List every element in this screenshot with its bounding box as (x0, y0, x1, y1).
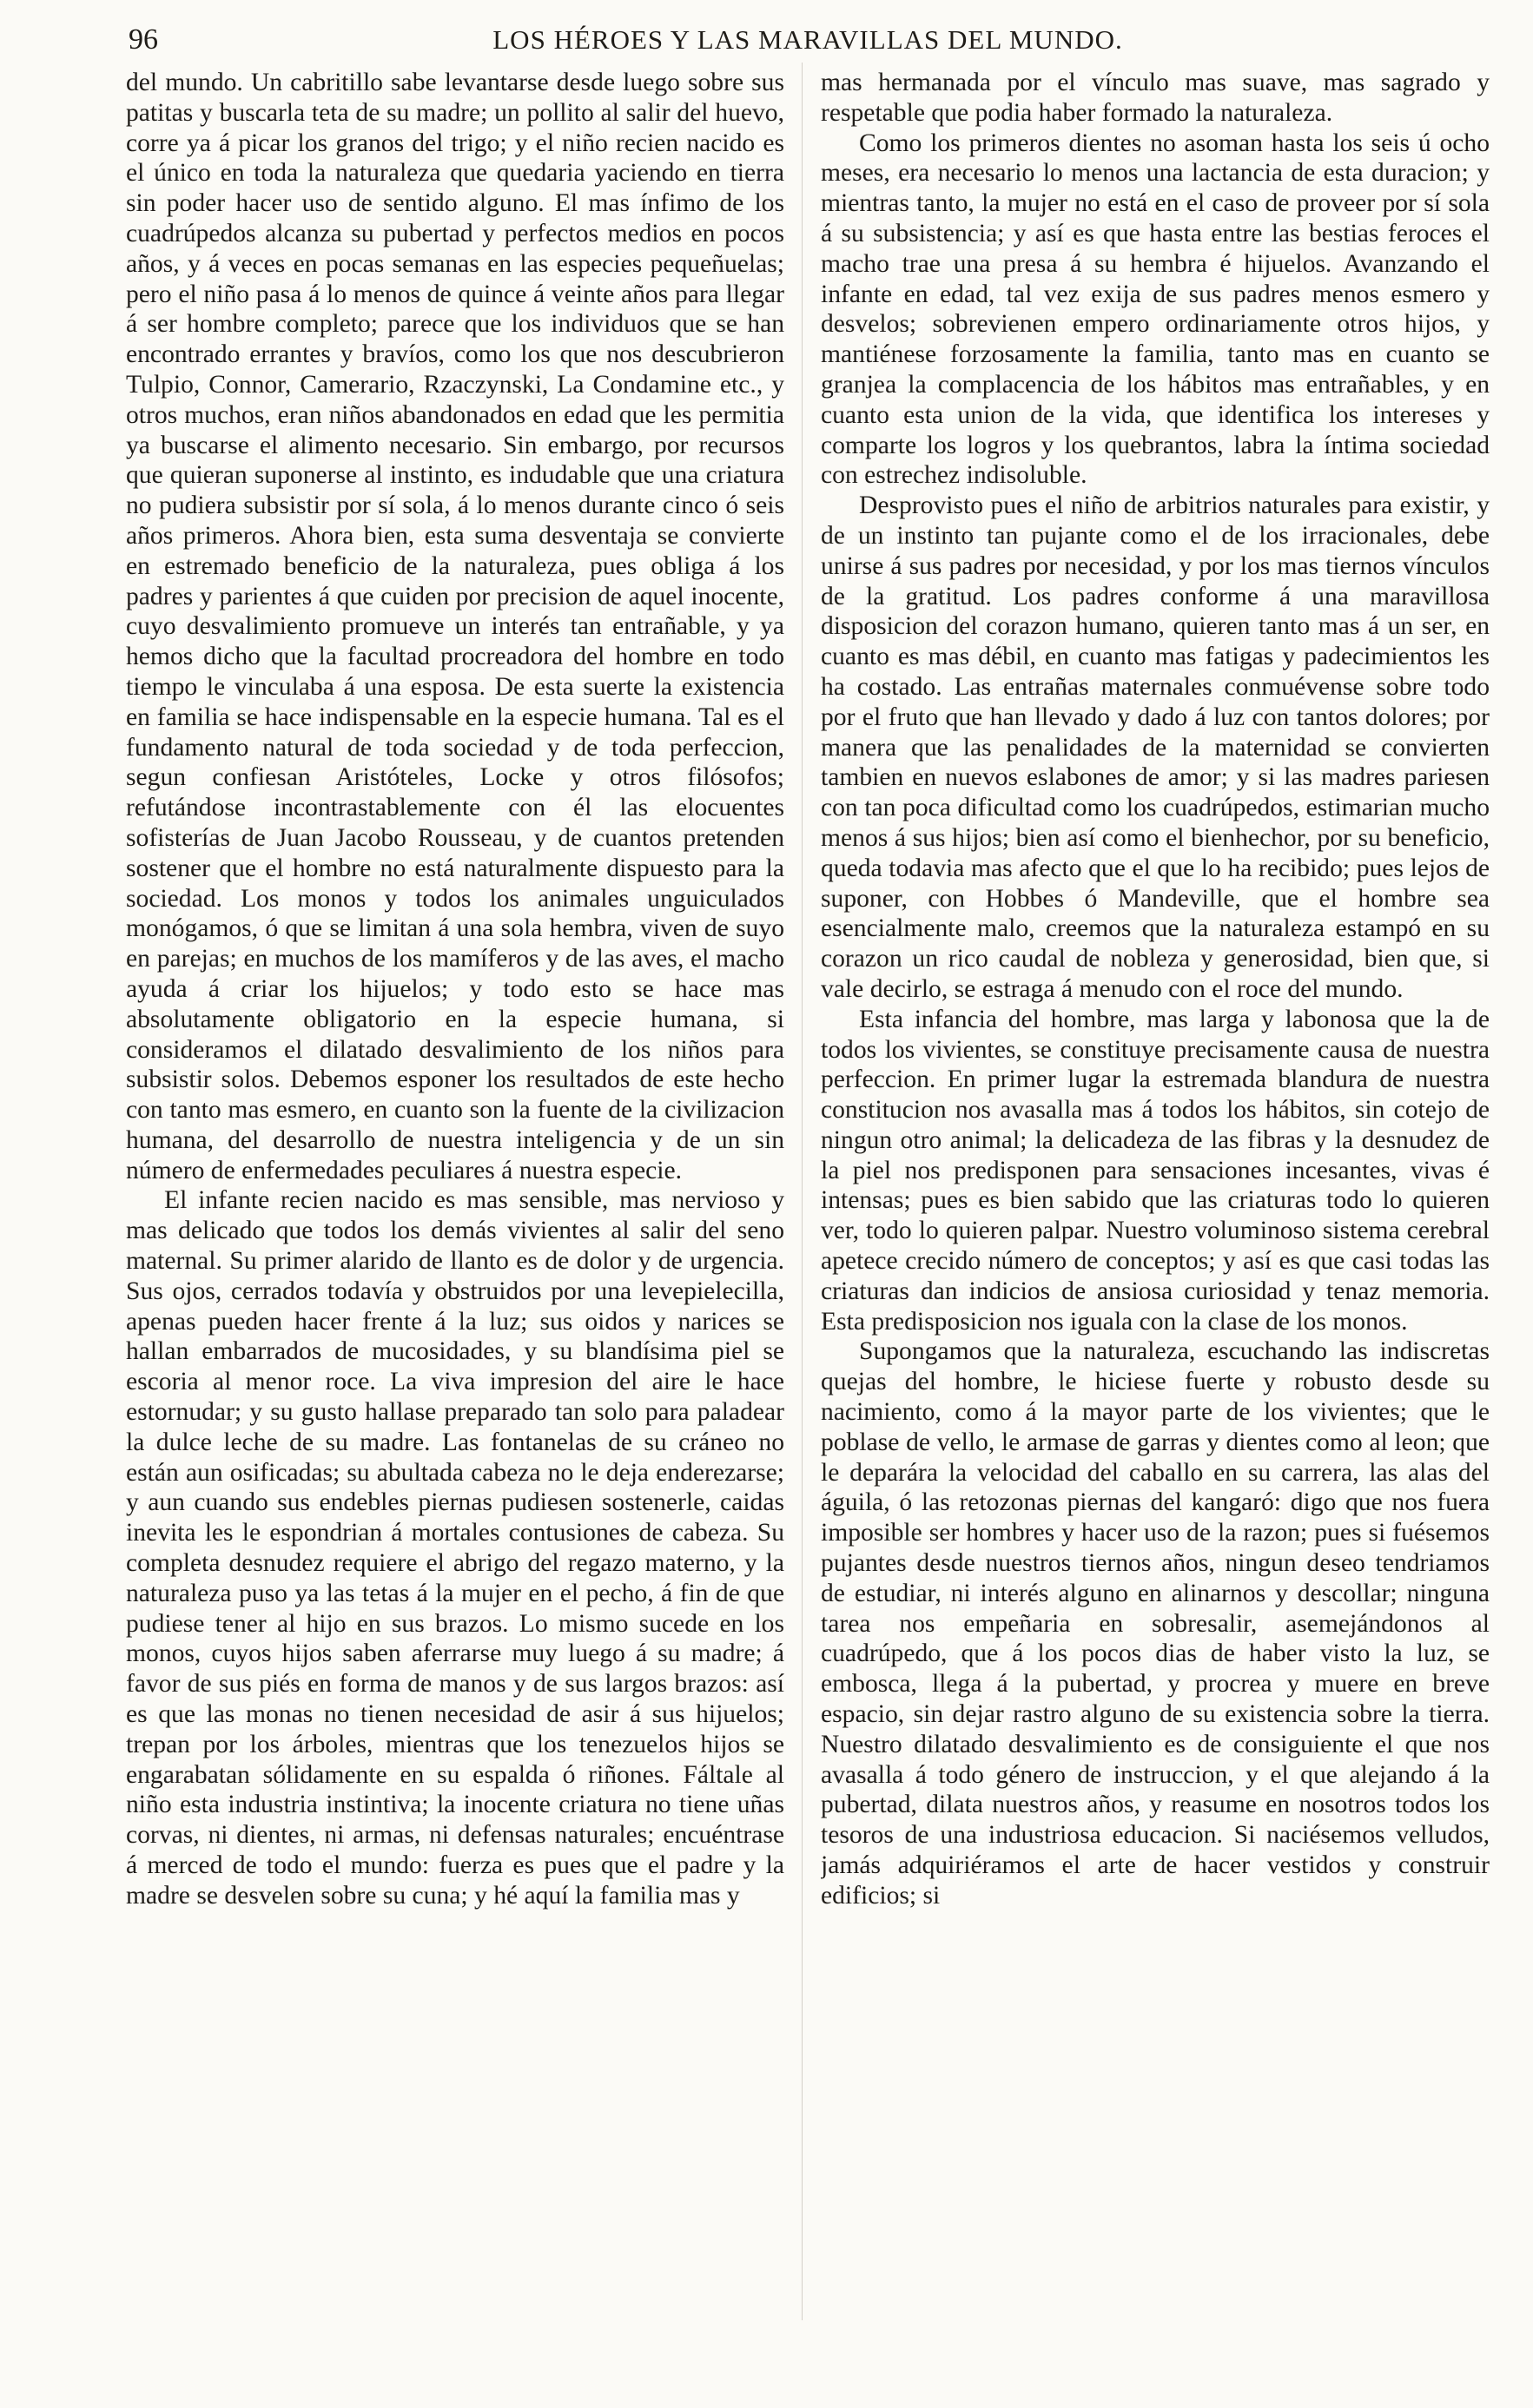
left-column (126, 68, 784, 2326)
paragraph: El infante recien nacido es mas sensible, mas nervioso y mas delicado que todos los demás vivientes al salir del seno maternal. Su primer alarido de llanto es de dolor y de urgencia. Sus ojos, cerrados todavía y obstruidos por una levepielecilla, apenas pueden hacer frente á la luz; sus oidos y narices se hallan embarrados de mucosidades, y su blandísima piel se escoria al menor roce. La viva impresion del aire le hace estornudar; y su gusto hallase preparado tan solo para paladear la dulce leche de su madre. Las fontanelas de su cráneo no están aun osificadas; su abultada cabeza no le deja enderezarse; y aun cuando sus endebles piernas pudiesen sostenerle, caidas inevita les le espondrian á mortales contusiones de cabeza. Su completa desnudez requiere el abrigo del regazo materno, y la naturaleza puso ya las tetas á la mujer en el pecho, á fin de que pudiese tener al hijo en sus brazos. Lo mismo sucede en los monos, cuyos hijos saben aferrarse muy luego á su madre; á favor de sus piés en forma de manos y de sus largos brazos: así es que las monas no tienen necesidad de asir á sus hijuelos; trepan por los árboles, mientras que los tenezuelos hijos se engarabatan sólidamente en su espalda ó riñones. Fáltale al niño esta industria instintiva; la inocente criatura no tiene uñas corvas, ni dientes, ni armas, ni defensas naturales; encuéntrase á merced de todo el mundo: fuerza es pues que el padre y la madre se desvelen sobre su cuna; y hé aquí la familia mas y (126, 1186, 784, 1910)
running-head: LOS HÉROES Y LAS MARAVILLAS DEL MUNDO. (492, 24, 1123, 55)
right-column (821, 68, 1490, 2326)
page-header (113, 16, 1503, 61)
paragraph: Desprovisto pues el niño de arbitrios naturales para existir, y de un instinto tan pujante como el de los irracionales, debe unirse á sus padres por necesidad, y por los mas tiernos vínculos de la gratitud. Los padres conforme á una maravillosa disposicion del corazon humano, quieren tanto mas á un ser, en cuanto es mas débil, en cuanto mas fatigas y padecimientos les ha costado. Las entrañas maternales conmuévense sobre todo por el fruto que han llevado y dado á luz con tantos dolores; por manera que las penalidades de la maternidad se convierten tambien en nuevos eslabones de amor; y si las madres pariesen con tan poca dificultad como los cuadrúpedos, estimarian mucho menos á sus hijos; bien así como el bienhechor, por su beneficio, queda todavia mas afecto que el que lo ha recibido; pues lejos de suponer, con Hobbes ó Mandeville, que el hombre sea esencialmente malo, creemos que la naturaleza estampó en su corazon un rico caudal de nobleza y generosidad, bien que, si vale decirlo, se estraga á menudo con el roce del mundo. (821, 491, 1490, 1003)
page-number: 96 (129, 23, 158, 56)
paragraph: Esta infancia del hombre, mas larga y labonosa que la de todos los vivientes, se constituye precisamente causa de nuestra perfeccion. En primer lugar la estremada blandura de nuestra constitucion nos avasalla mas á todos los hábitos, sin cotejo de ningun otro animal; la delicadeza de las fibras y la desnudez de la piel nos predisponen para sensaciones incesantes, vivas é intensas; pues es bien sabido que las criaturas todo lo quieren ver, todo lo quieren palpar. Nuestro voluminoso sistema cerebral apetece crecido número de conceptos; y así es que casi todas las criaturas dan indicios de ansiosa curiosidad y tenaz memoria. Esta predisposicion nos iguala con la clase de los monos. (821, 1005, 1490, 1336)
paragraph: mas hermanada por el vínculo mas suave, mas sagrado y respetable que podia haber formado la naturaleza. (821, 69, 1490, 127)
paragraph: del mundo. Un cabritillo sabe levantarse desde luego sobre sus patitas y buscarla teta de su madre; un pollito al salir del huevo, corre ya á picar los granos del trigo; y el niño recien nacido es el único en toda la naturaleza que quedaria yaciendo en tierra sin poder hacer uso de sentido alguno. El mas ínfimo de los cuadrúpedos alcanza su pubertad y perfectos medios en pocos años, y á veces en pocas semanas en las especies pequeñuelas; pero el niño pasa á lo menos de quince á veinte años para llegar á ser hombre completo; parece que los individuos que se han encontrado errantes y bravíos, como los que nos descubrieron Tulpio, Connor, Camerario, Rzaczynski, La Condamine etc., y otros muchos, eran niños abandonados en edad que les permitia ya buscarse el alimento necesario. Sin embargo, por recursos que quieran suponerse al instinto, es indudable que una criatura no pudiera subsistir por sí sola, á lo menos durante cinco ó seis años primeros. Ahora bien, esta suma desventaja se convierte en estremado beneficio de la naturaleza, pues obliga á los padres y parientes á que cuiden por precision de aquel inocente, cuyo desvalimiento promueve un interés tan entrañable, y ya hemos dicho que la facultad procreadora del hombre en todo tiempo le vinculaba á una esposa. De esta suerte la existencia en familia se hace indispensable en la especie humana. Tal es el fundamento natural de toda sociedad y de toda perfeccion, segun confiesan Aristóteles, Locke y otros filósofos; refutándose incontrastablemente con él las elocuentes sofisterías de Juan Jacobo Rousseau, y de cuantos pretenden sostener que el hombre no está naturalmente dispuesto para la sociedad. Los monos y todos los animales unguiculados monógamos, ó que se limitan á una sola hembra, viven de suyo en parejas; en muchos de los mamíferos y de las aves, el macho ayuda á criar los hijuelos; y todo esto se hace mas absolutamente obligatorio en la especie humana, si consideramos el dilatado desvalimiento de los niños para subsistir solos. Debemos esponer los resultados de este hecho con tanto mas esmero, en cuanto son la fuente de la civilizacion humana, del desarrollo de nuestra inteligencia y de un sin número de enfermedades peculiares á nuestra especie. (126, 69, 784, 1184)
paragraph: Supongamos que la naturaleza, escuchando las indiscretas quejas del hombre, le hiciese fuerte y robusto desde su nacimiento, como á la mayor parte de los vivientes; que le poblase de vello, le armase de garras y dientes como al leon; que le deparára la velocidad del caballo en su carrera, las alas del águila, ó las retozonas piernas del kangaró: digo que nos fuera imposible ser hombres y hacer uso de la razon; pues si fuésemos pujantes desde nuestros tiernos años, ningun deseo tendriamos de estudiar, ni interés alguno en alinarnos y descollar; ninguna tarea nos empeñaria en sobresalir, asemejándonos al cuadrúpedo, que á los pocos dias de haber visto la luz, se embosca, llega á la pubertad, y procrea y muere en breve espacio, sin dejar rastro alguno de su existencia sobre la tierra. Nuestro dilatado desvalimiento es de consiguiente el que nos avasalla á todo género de instruccion, y el que alejando á la pubertad, dilata nuestros años, y reasume en nosotros todos los tesoros de una industriosa educacion. Si naciésemos velludos, jamás adquiriéramos el arte de hacer vestidos y construir edificios; si (821, 1337, 1490, 1910)
paragraph: Como los primeros dientes no asoman hasta los seis ú ocho meses, era necesario lo menos una lactancia de esta duracion; y mientras tanto, la mujer no está en el caso de proveer por sí sola á su subsistencia; y así es que hasta entre las bestias feroces el macho trae una presa á su hembra é hijuelos. Avanzando el infante en edad, tal vez exija de sus padres menos esmero y desvelos; sobrevienen empero ordinariamente otros hijos, y mantiénese forzosamente la familia, tanto mas en cuanto se granjea la complacencia de los hábitos mas entrañables, y en cuanto esta union de la vida, que identifica los intereses y comparte los logros y los quebrantos, labra la íntima sociedad con estrechez indisoluble. (821, 129, 1490, 490)
column-divider (802, 63, 803, 2320)
